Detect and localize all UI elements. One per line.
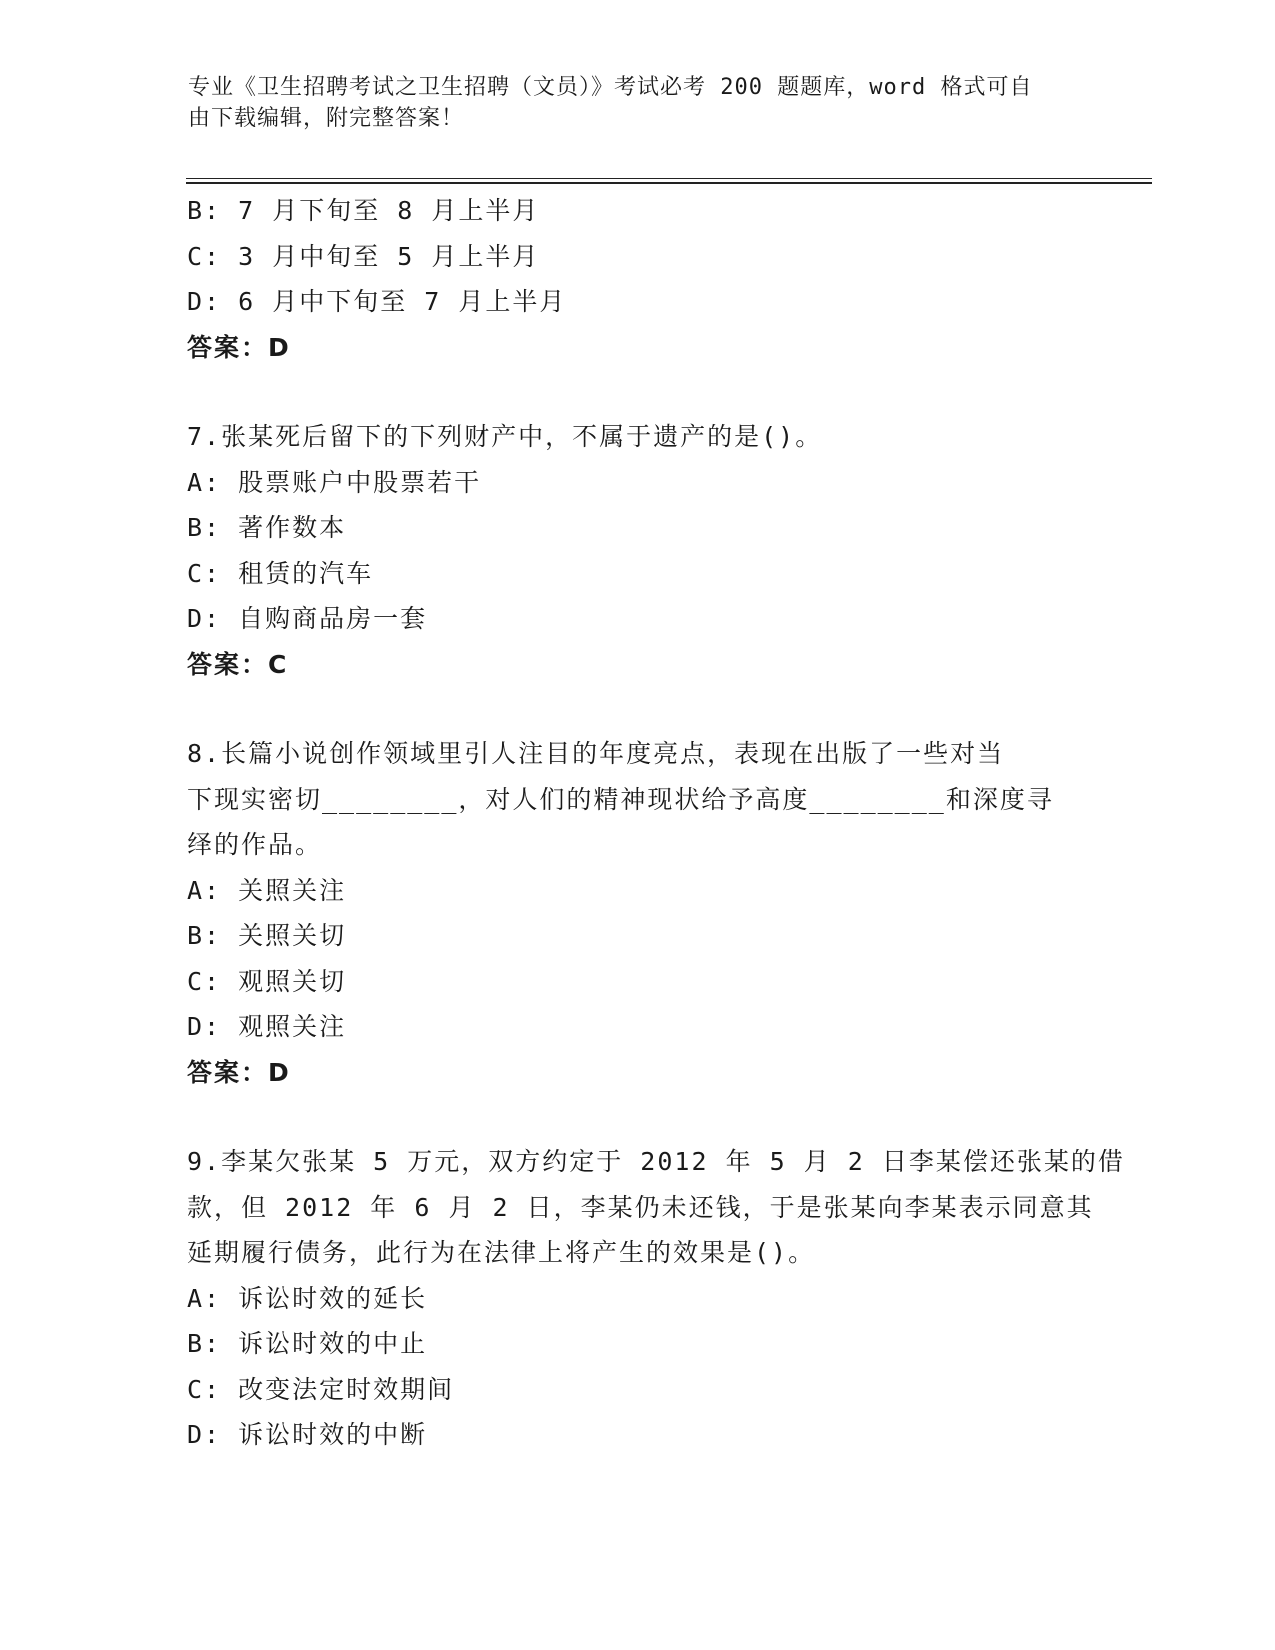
option-d: D: 6 月中下旬至 7 月上半月 [187,287,567,316]
spacer [187,1095,1087,1139]
header-line-2: 由下载编辑，附完整答案！ [188,106,465,131]
answer-line: 答案：D [187,1057,291,1087]
option-b: B: 诉讼时效的中止 [187,1329,428,1358]
option-c: C: 改变法定时效期间 [187,1374,455,1404]
question-7 [187,414,1087,687]
question-stem-line-3: 延期履行债务，此行为在法律上将产生的效果是()。 [187,1238,816,1267]
question-9 [187,1139,1125,1458]
option-d: D: 诉讼时效的中断 [187,1420,428,1449]
question-stem-line-1: 8.长篇小说创作领域里引人注目的年度亮点，表现在出版了一些对当 [187,739,1005,768]
document-header [188,72,1068,134]
question-6-tail [187,188,1087,370]
header-divider-thin [186,178,1152,179]
question-stem-line-1: 9.李某欠张某 5 万元，双方约定于 2012 年 5 月 2 日李某偿还张某的借 [187,1147,1125,1176]
question-stem-line-2: 款，但 2012 年 6 月 2 日，李某仍未还钱，于是张某向李某表示同意其 [187,1192,1094,1222]
option-b: B: 关照关切 [187,921,347,950]
header-line-1: 专业《卫生招聘考试之卫生招聘（文员）》考试必考 200 题题库，word 格式可自 [188,75,1033,100]
spacer [187,370,1087,414]
question-list [187,188,1125,1458]
option-c: C: 观照关切 [187,966,347,996]
option-a: A: 关照关注 [187,875,347,905]
option-d: D: 观照关注 [187,1012,347,1041]
question-8 [187,731,1087,1095]
question-stem-line-2: 下现实密切________，对人们的精神现状给予高度________和深度寻 [187,784,1054,814]
spacer [187,687,1087,731]
question-stem-line-3: 绎的作品。 [187,830,323,859]
answer-line: 答案：C [187,649,289,679]
header-divider-thick [186,182,1152,184]
answer-line: 答案：D [187,332,291,362]
question-stem: 7.张某死后留下的下列财产中，不属于遗产的是()。 [187,422,823,451]
option-b: B: 7 月下旬至 8 月上半月 [187,196,540,225]
option-d: D: 自购商品房一套 [187,604,428,633]
option-c: C: 3 月中旬至 5 月上半月 [187,241,540,271]
option-a: A: 诉讼时效的延长 [187,1283,428,1313]
option-c: C: 租赁的汽车 [187,558,374,588]
option-b: B: 著作数本 [187,513,347,542]
option-a: A: 股票账户中股票若干 [187,467,482,497]
